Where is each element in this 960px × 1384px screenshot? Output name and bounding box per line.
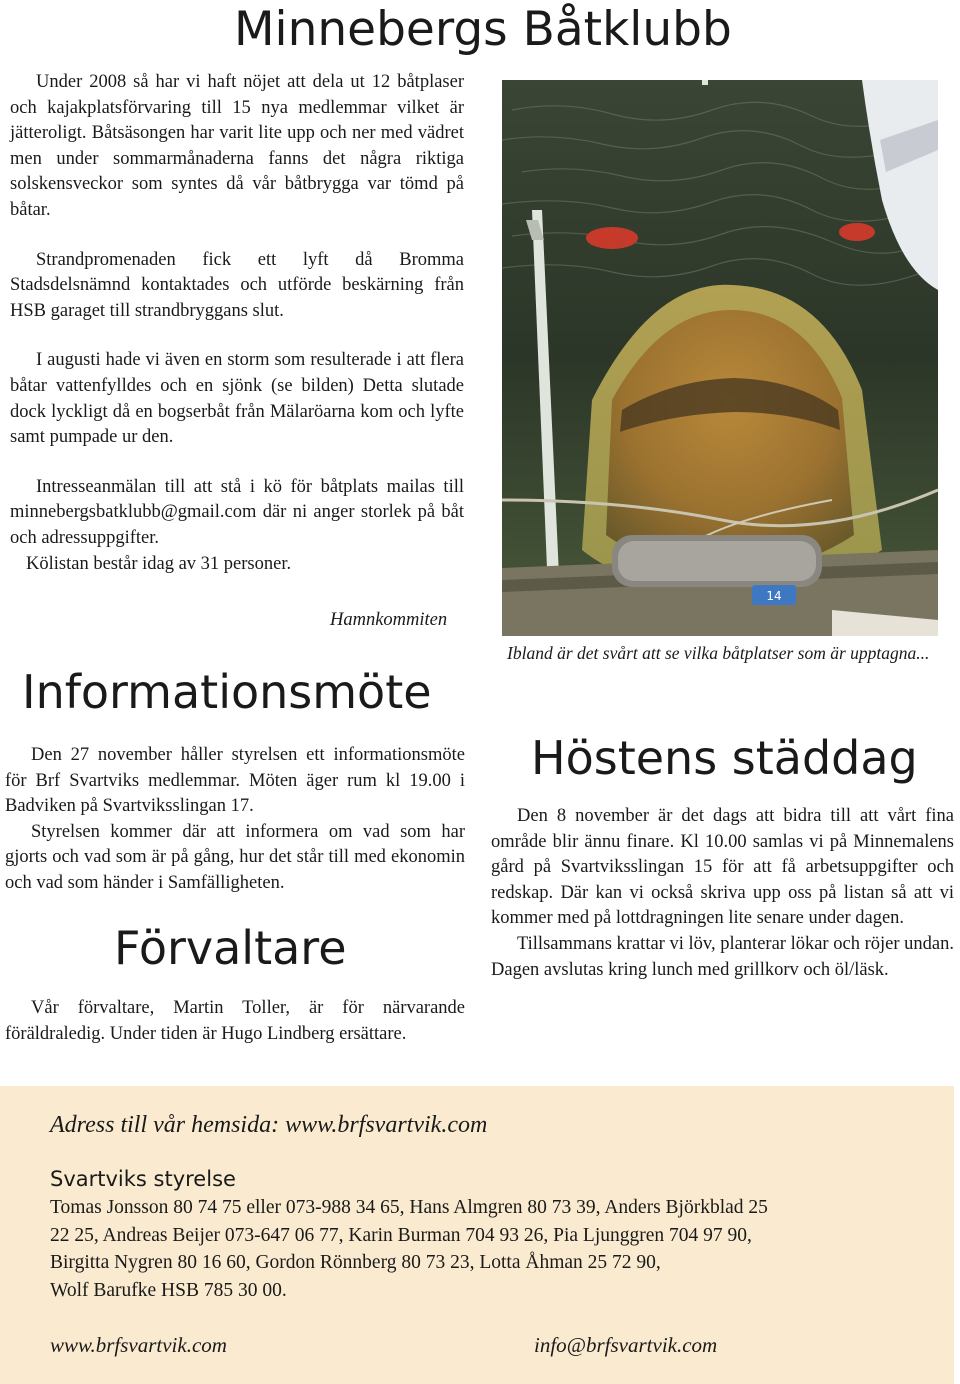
boat-club-article (10, 70, 464, 577)
website-address-line: Adress till vår hemsida: www.brfsvartvik.com (50, 1112, 488, 1138)
steward-heading: Förvaltare (114, 921, 347, 975)
cleaning-day-text (491, 804, 954, 983)
sunken-boat-photo (502, 80, 938, 636)
info-meeting-paragraph: Den 27 november håller styrelsen ett informationsmöte för Brf Svartviks medlemmar. Möten äger rum kl 19.00 i Badviken på Svartviksslingan 17. (5, 745, 465, 817)
sunken-boat-illustration (502, 80, 938, 636)
cleaning-day-paragraph: Tillsammans krattar vi löv, planterar lökar och röjer undan. Dagen avslutas kring lunch med grillkorv och öl/läsk. (491, 933, 954, 980)
article-signature: Hamnkommiten (330, 610, 448, 630)
article-paragraph: Kölistan består idag av 31 personer. (26, 553, 292, 574)
article-paragraph: Under 2008 så har vi haft nöjet att dela ut 12 båtplaser och kajakplatsförvaring till 15 nya medlemmar vilket är jätteroligt. Båtsäsongen har varit lite upp och ner med vädret men under sommarmånaderna fanns det några riktiga solskensveckor som syntes då vår båtbrygga var tömd på båtar. (10, 72, 464, 220)
steward-text (5, 996, 465, 1047)
board-member-line: 22 25, Andreas Beijer 073-647 06 77, Karin Burman 704 93 26, Pia Ljunggren 704 97 90, (50, 1224, 752, 1246)
info-meeting-paragraph: Styrelsen kommer där att informera om vad som har gjorts och vad som är på gång, hur det står till med ekonomin och vad som händer i Samfälligheten. (5, 821, 465, 893)
dock-sign-number: 14 (766, 589, 782, 603)
board-member-line: Tomas Jonsson 80 74 75 eller 073-988 34 65, Hans Almgren 80 73 39, Anders Björkblad 25 (50, 1197, 768, 1218)
article-paragraph: Strandpromenaden fick ett lyft då Bromma Stadsdelsnämnd kontaktades och utförde beskärning från HSB garaget till strandbryggans slut. (10, 249, 464, 321)
website-link[interactable]: www.brfsvartvik.com (50, 1333, 227, 1357)
board-member-list (50, 1194, 930, 1304)
board-member-line: Wolf Barufke HSB 785 30 00. (50, 1279, 287, 1301)
contact-footer (0, 1086, 954, 1384)
board-title: Svartviks styrelse (50, 1167, 236, 1191)
info-meeting-text (5, 743, 465, 897)
photo-caption: Ibland är det svårt att se vilka båtplatser som är upptagna... (507, 643, 930, 663)
page-title: Minnebergs Båtklubb (234, 2, 732, 57)
steward-paragraph: Vår förvaltare, Martin Toller, är för närvarande föräldraledig. Under tiden är Hugo Lindberg ersättare. (5, 998, 465, 1044)
board-member-line: Birgitta Nygren 80 16 60, Gordon Rönnberg 80 73 23, Lotta Åhman 25 72 90, (50, 1252, 661, 1273)
article-paragraph: Intresseanmälan till att stå i kö för båtplats mailas till minnebergsbatklubb@gmail.com där ni anger storlek på båt och adressuppgifter. (10, 476, 464, 548)
article-paragraph: I augusti hade vi även en storm som resulterade i att flera båtar vattenfylldes och en sjönk (se bilden) Detta slutade dock lyckligt då en bogserbåt från Mälaröarna kom och lyfte samt pumpade ur den. (10, 350, 464, 448)
info-meeting-heading: Informationsmöte (22, 665, 432, 719)
cleaning-day-heading: Höstens städdag (531, 731, 918, 785)
cleaning-day-paragraph: Den 8 november är det dags att bidra till att vårt fina område blir ännu finare. Kl 10.00 samlas vi på Minnemalens gård på Svartviksslingan 15 för att få arbetsuppgifter och redskap. Där kan vi också skriva upp oss på listan så att vi kommer med på lottdragningen lite senare under dagen. (491, 806, 954, 929)
email-link[interactable]: info@brfsvartvik.com (534, 1333, 718, 1357)
